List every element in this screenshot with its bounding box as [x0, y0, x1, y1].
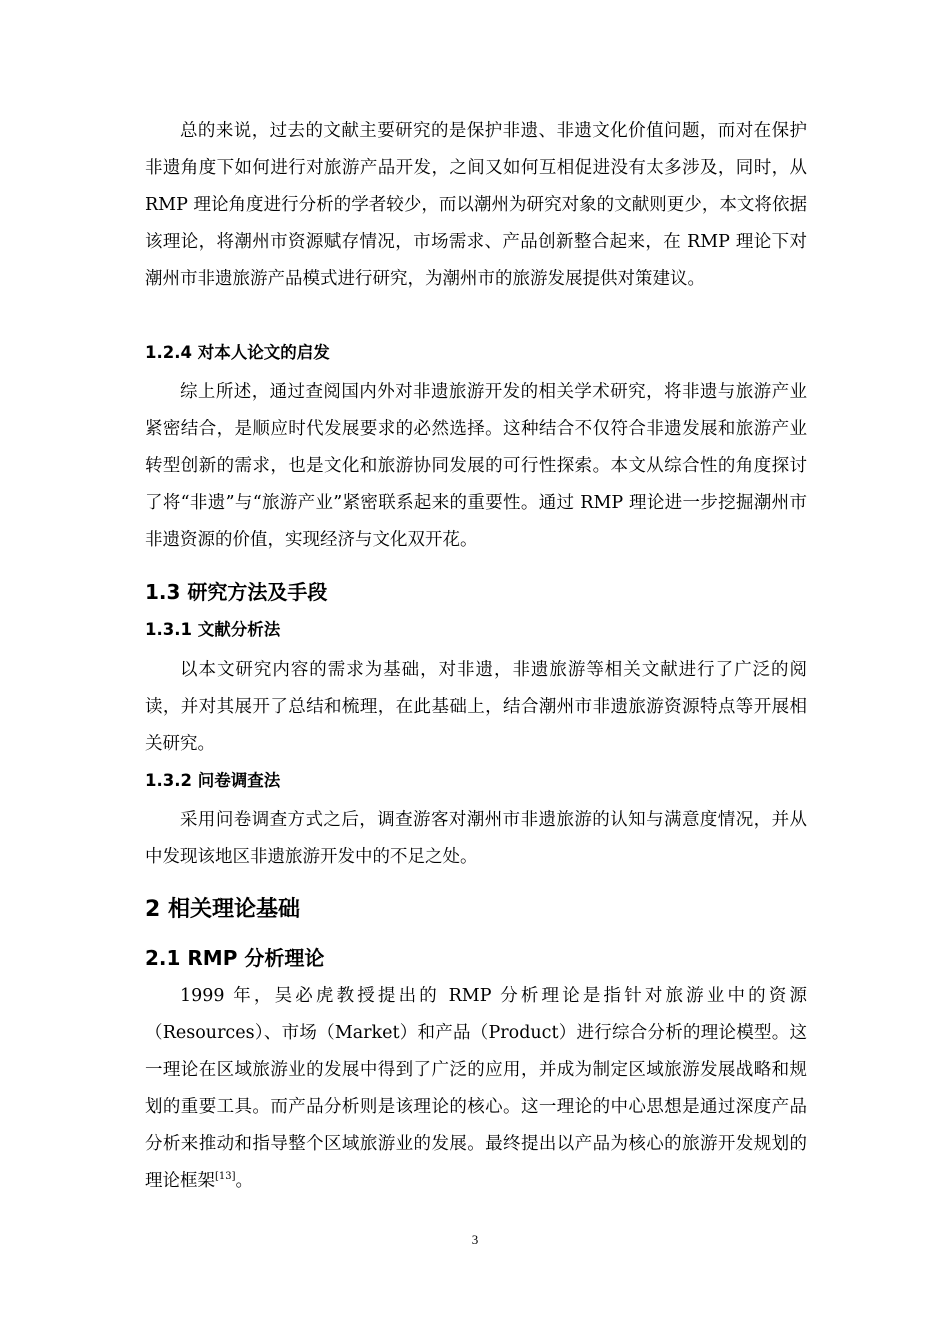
paragraph-inspiration: 综上所述，通过查阅国内外对非遗旅游开发的相关学术研究，将非遗与旅游产业紧密结合，是顺应时代发展要求的必然选择。这种结合不仅符合非遗发展和旅游产业转型创新的需求，也是文化和旅游协同发展的可行性探索。本文从综合性的角度探讨了将“非遗”与“旅游产业”紧密联系起来的重要性。通过 RMP 理论进一步挖掘潮州市非遗资源的价值，实现经济与文化双开花。 [145, 382, 807, 550]
heading-1-2-4: 1.2.4 对本人论文的启发 [145, 343, 330, 362]
heading-1-3-2: 1.3.2 问卷调查法 [145, 771, 281, 790]
citation-marker: [13] [215, 1171, 236, 1183]
page-number: 3 [471, 1232, 479, 1247]
paragraph-summary: 总的来说，过去的文献主要研究的是保护非遗、非遗文化价值问题，而对在保护非遗角度下如何进行对旅游产品开发，之间又如何互相促进没有太多涉及，同时，从 RMP 理论角度进行分析的学者较少，而以潮州为研究对象的文献则更少，本文将依据该理论，将潮州市资源赋存情况，市场需求、产品创新整合起来，在 RMP 理论下对潮州市非遗旅游产品模式进行研究，为潮州市的旅游发展提供对策建议。 [145, 121, 807, 289]
heading-1-3: 1.3 研究方法及手段 [145, 580, 328, 604]
paragraph-rmp-theory [145, 978, 807, 1200]
paragraph-literature-method: 以本文研究内容的需求为基础，对非遗，非遗旅游等相关文献进行了广泛的阅读，并对其展开了总结和梳理，在此基础上，结合潮州市非遗旅游资源特点等开展相关研究。 [145, 660, 807, 754]
heading-2: 2 相关理论基础 [145, 897, 300, 922]
paragraph-rmp-text: 1999 年，吴必虎教授提出的 RMP 分析理论是指针对旅游业中的资源（Resources）、市场（Market）和产品（Product）进行综合分析的理论模型。这一理论在区域旅游业的发展中得到了广泛的应用，并成为制定区域旅游发展战略和规划的重要工具。而产品分析则是该理论的核心。这一理论的中心思想是通过深度产品分析来推动和指导整个区域旅游业的发展。最终提出以产品为核心的旅游开发规划的理论框架 [145, 986, 807, 1191]
paragraph-rmp-end: 。 [235, 1171, 254, 1191]
paragraph-survey-method: 采用问卷调查方式之后，调查游客对潮州市非遗旅游的认知与满意度情况，并从中发现该地区非遗旅游开发中的不足之处。 [145, 810, 807, 867]
heading-2-1: 2.1 RMP 分析理论 [145, 946, 325, 970]
heading-1-3-1: 1.3.1 文献分析法 [145, 620, 281, 639]
